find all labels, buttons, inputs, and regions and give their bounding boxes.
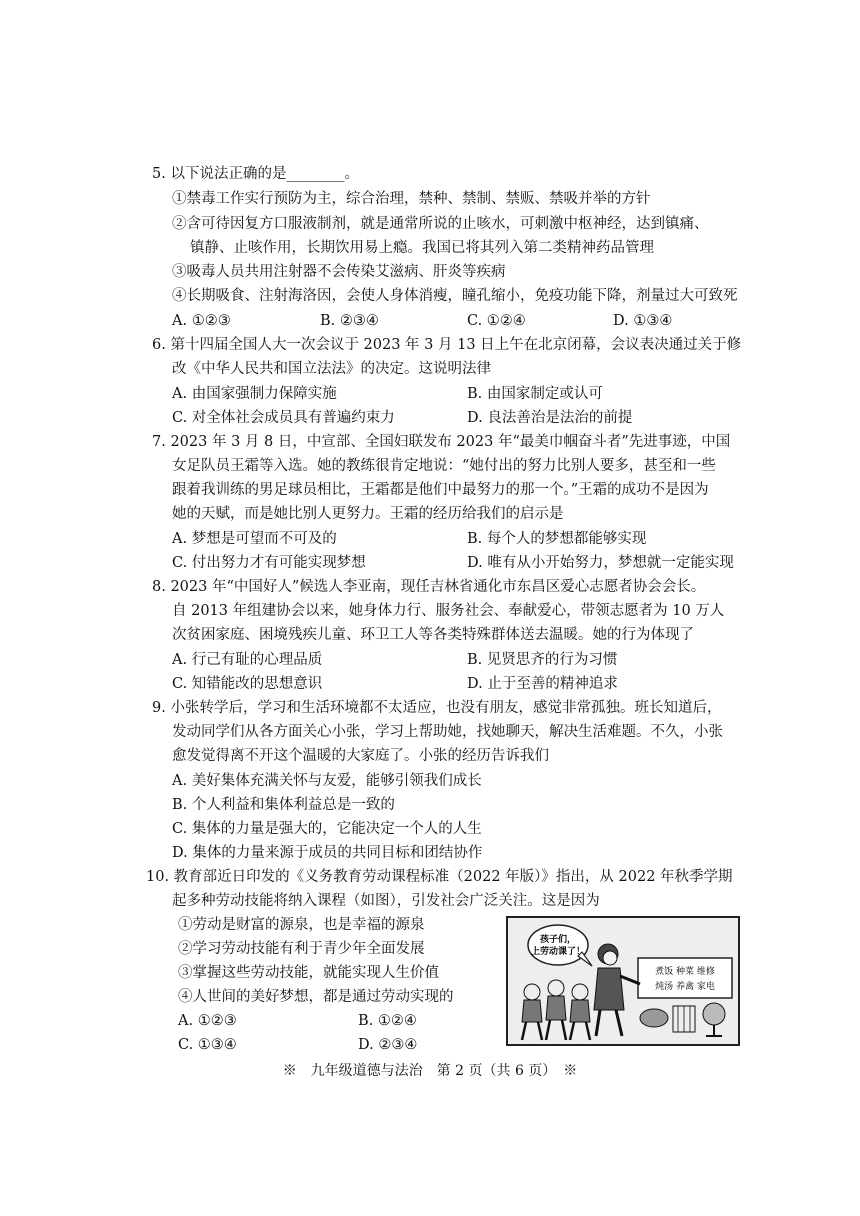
question-5-statement-2-cont: 镇静、止咳作用，长期饮用易上瘾。我国已将其列入第二类精神药品管理 <box>190 240 654 256</box>
question-5-statement-3: ③吸毒人员共用注射器不会传染艾滋病、肝炎等疾病 <box>172 264 506 280</box>
question-5-option-a[interactable]: A. ①②③ <box>172 313 231 329</box>
question-7-option-c[interactable]: C. 付出努力才有可能实现梦想 <box>172 555 366 571</box>
question-7-option-b[interactable]: B. 每个人的梦想都能够实现 <box>467 531 647 547</box>
question-8-option-d[interactable]: D. 止于至善的精神追求 <box>467 676 618 692</box>
question-8-option-c[interactable]: C. 知错能改的思想意识 <box>172 676 323 692</box>
question-10-stem-cont: 起多种劳动技能将纳入课程（如图），引发社会广泛关注。这是因为 <box>172 893 600 909</box>
question-5-statement-4: ④长期吸食、注射海洛因，会使人身体消瘦，瞳孔缩小，免疫功能下降，剂量过大可致死 <box>172 288 738 304</box>
question-8-option-a[interactable]: A. 行己有耻的心理品质 <box>172 652 323 668</box>
question-9-stem-cont-2: 愈发觉得离不开这个温暖的大家庭了。小张的经历告诉我们 <box>172 748 549 764</box>
question-10-statement-4: ④人世间的美好梦想，都是通过劳动实现的 <box>178 989 454 1005</box>
question-7-option-d[interactable]: D. 唯有从小开始努力，梦想就一定能实现 <box>467 555 734 571</box>
question-6-stem-cont: 改《中华人民共和国立法法》的决定。这说明法律 <box>172 361 491 377</box>
question-10-option-a[interactable]: A. ①②③ <box>178 1013 237 1029</box>
question-5-stem: 5. 以下说法正确的是________。 <box>152 166 359 182</box>
question-8-stem: 8. 2023 年“中国好人”候选人李亚南，现任吉林省通化市东昌区爱心志愿者协会会长。 <box>152 579 706 595</box>
question-9-stem-cont-1: 发动同学们从各方面关心小张，学习上帮助她，找她聊天，解决生活难题。不久，小张 <box>172 724 723 740</box>
question-8-option-b[interactable]: B. 见贤思齐的行为习惯 <box>467 652 618 668</box>
question-10-option-d[interactable]: D. ②③④ <box>358 1037 418 1053</box>
question-5-option-b[interactable]: B. ②③④ <box>320 313 379 329</box>
question-7-stem-cont-3: 她的天赋，而是她比别人更努力。王霜的经历给我们的启示是 <box>172 506 564 522</box>
question-9-option-c[interactable]: C. 集体的力量是强大的，它能决定一个人的人生 <box>172 821 482 837</box>
question-6-option-a[interactable]: A. 由国家强制力保障实施 <box>172 386 337 402</box>
question-6-stem: 6. 第十四届全国人大一次会议于 2023 年 3 月 13 日上午在北京闭幕，会议表决通过关于修 <box>152 337 742 353</box>
question-10-option-b[interactable]: B. ①②④ <box>358 1013 417 1029</box>
question-7-stem-cont-2: 跟着我训练的男足球员相比，王霜都是他们中最努力的那一个。”王霜的成功不是因为 <box>172 482 709 498</box>
question-5-statement-2: ②含可待因复方口服液制剂，就是通常所说的止咳水，可刺激中枢神经，达到镇痛、 <box>172 216 709 232</box>
speech-bubble <box>528 925 588 965</box>
question-6-option-d[interactable]: D. 良法善治是法治的前提 <box>467 410 633 426</box>
question-5-statement-1: ①禁毒工作实行预防为主，综合治理，禁种、禁制、禁贩、禁吸并举的方针 <box>172 191 651 207</box>
question-7-stem-cont-1: 女足队员王霜等入选。她的教练很肯定地说：“她付出的努力比别人要多，甚至和一些 <box>172 458 716 474</box>
question-10-statement-1: ①劳动是财富的源泉，也是幸福的源泉 <box>178 917 425 933</box>
question-7-stem: 7. 2023 年 3 月 8 日，中宣部、全国妇联发布 2023 年“最美巾帼奋斗者”先进事迹，中国 <box>152 434 731 450</box>
question-5-option-d[interactable]: D. ①③④ <box>613 313 673 329</box>
question-10-statement-3: ③掌握这些劳动技能，就能实现人生价值 <box>178 965 439 981</box>
question-9-option-b[interactable]: B. 个人利益和集体利益总是一致的 <box>172 797 395 813</box>
board-line-1: 煮饭 种菜 维修 <box>655 967 715 977</box>
labor-class-cartoon <box>506 916 740 1046</box>
question-5-option-c[interactable]: C. ①②④ <box>467 313 526 329</box>
question-7-option-a[interactable]: A. 梦想是可望而不可及的 <box>172 531 337 547</box>
question-9-stem: 9. 小张转学后，学习和生活环境都不太适应，也没有朋友，感觉非常孤独。班长知道后， <box>152 700 722 716</box>
question-10-option-c[interactable]: C. ①③④ <box>178 1037 237 1053</box>
question-10-statement-2: ②学习劳动技能有利于青少年全面发展 <box>178 941 425 957</box>
page-footer: ※ 九年级道德与法治 第 2 页（共 6 页） ※ <box>282 1063 578 1079</box>
speech-line-1: 孩子们， <box>539 935 577 945</box>
question-6-option-b[interactable]: B. 由国家制定或认可 <box>467 386 603 402</box>
speech-line-2: 上劳动课了！ <box>530 947 586 957</box>
question-8-stem-cont-1: 自 2013 年组建协会以来，她身体力行、服务社会、奉献爱心，带领志愿者为 10 万人 <box>172 603 725 619</box>
question-10-stem: 10. 教育部近日印发的《义务教育劳动课程标准（2022 年版）》指出，从 2022 年秋季学期 <box>146 869 733 885</box>
question-6-option-c[interactable]: C. 对全体社会成员具有普遍约束力 <box>172 410 395 426</box>
question-9-option-a[interactable]: A. 美好集体充满关怀与友爱，能够引领我们成长 <box>172 773 482 789</box>
question-9-option-d[interactable]: D. 集体的力量来源于成员的共同目标和团结协作 <box>172 845 483 861</box>
cartoon-drawing <box>508 918 738 1044</box>
board-line-2: 炖汤 养禽 家电 <box>655 982 715 992</box>
skills-board <box>638 958 732 998</box>
question-8-stem-cont-2: 次贫困家庭、困境残疾儿童、环卫工人等各类特殊群体送去温暖。她的行为体现了 <box>172 627 694 643</box>
